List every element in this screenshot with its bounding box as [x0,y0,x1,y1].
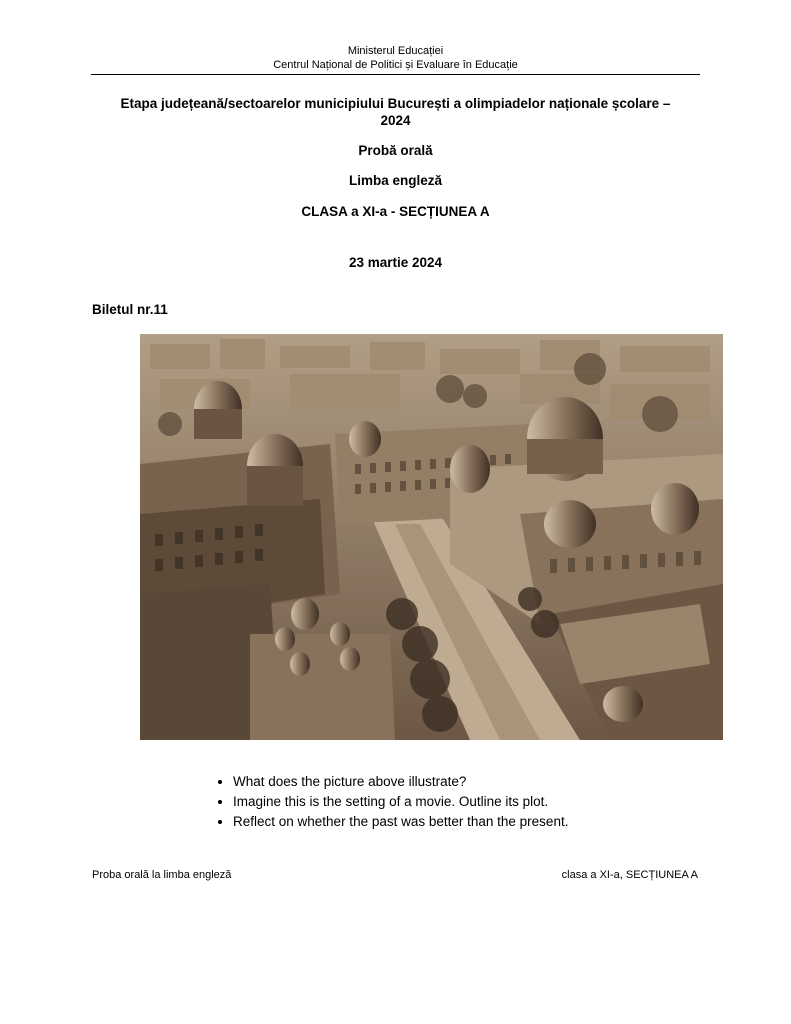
question-list [213,772,568,832]
class-section: CLASA a XI-a - SECȚIUNEA A [301,204,490,219]
question-item: • Reflect on whether the past was better than the present. [233,812,568,832]
footer-right: clasa a XI-a, SECȚIUNEA A [561,869,698,881]
historic-city-photo [140,334,723,740]
title-line-1: Etapa județeană/sectoarelor municipiului București a olimpiadelor naționale școlare – [120,96,671,111]
question-item: • What does the picture above illustrate? [233,772,568,792]
header-center: Centrul Național de Politici și Evaluare în Educație [273,59,518,71]
header-ministry: Ministerul Educației [347,45,444,57]
title-line-2: 2024 [380,113,411,128]
subject: Limba engleză [348,173,443,188]
document-title [90,95,701,129]
ticket-number: Biletul nr.11 [92,302,168,317]
exam-date: 23 martie 2024 [348,255,443,270]
footer-left: Proba orală la limba engleză [92,869,232,881]
exam-type: Probă orală [358,143,433,158]
header-divider [91,74,700,75]
question-item: • Imagine this is the setting of a movie. Outline its plot. [233,792,568,812]
page-header [0,44,791,72]
